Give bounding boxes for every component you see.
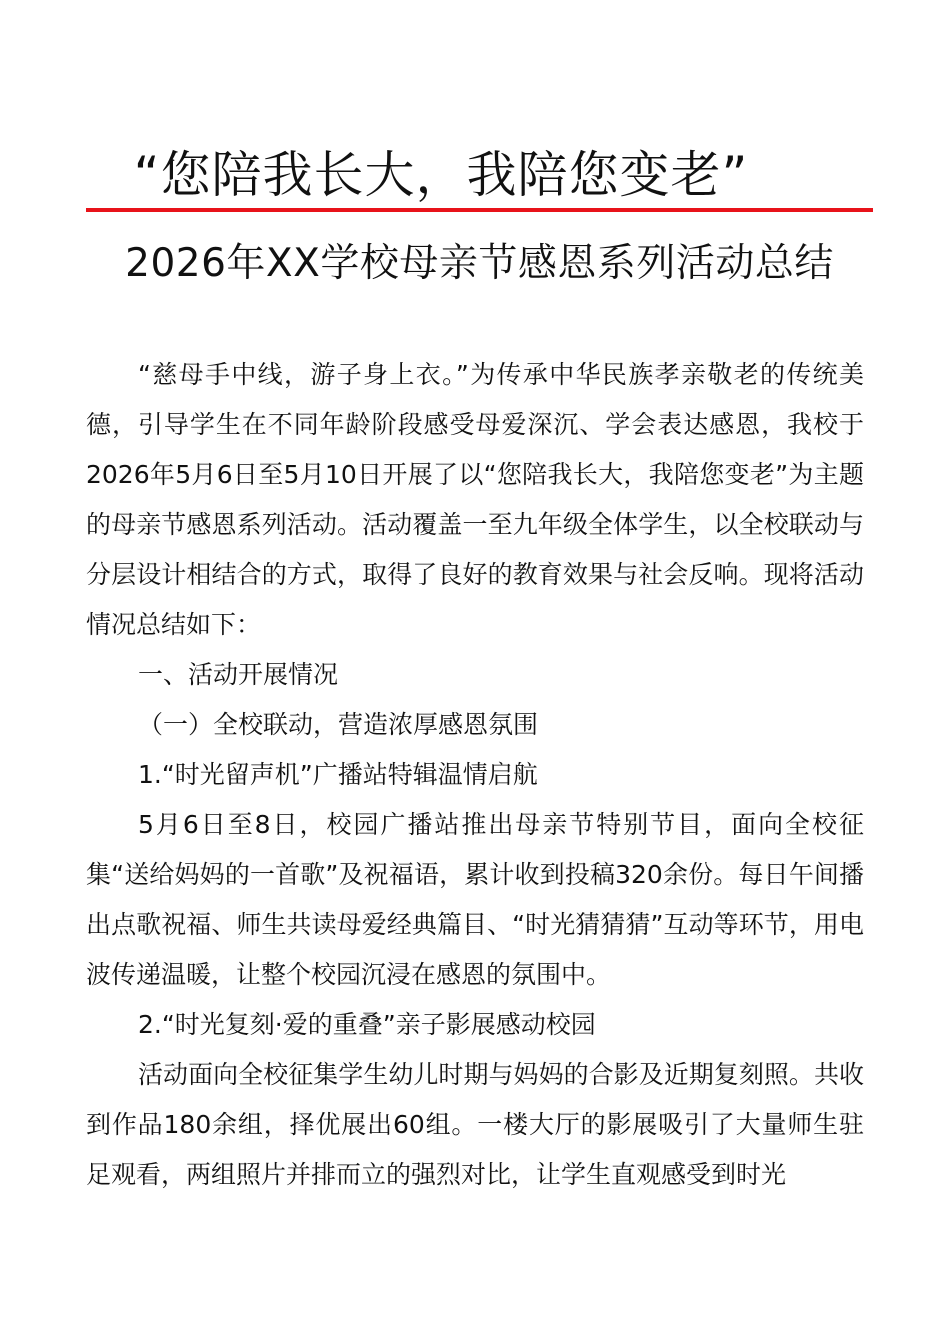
section-heading-1: 一、活动开展情况 xyxy=(138,660,339,689)
item-heading-2: 2.“时光复刻·爱的重叠”亲子影展感动校园 xyxy=(138,1010,596,1039)
intro-paragraph: “慈母手中线，游子身上衣。”为传承中华民族孝亲敬老的传统美德，引导学生在不同年龄阶段感受母爱深沉、学会表达感恩，我校于2026年5月6日至5月10日开展了以“您陪我长大，我陪您变老”为主题的母亲节感恩系列活动。活动覆盖一至九年级全体学生，以全校联动与分层设计相结合的方式，取得了良好的教育效果与社会反响。现将活动情况总结如下： xyxy=(86,360,864,639)
item-paragraph-1: 5月6日至8日，校园广播站推出母亲节特别节目，面向全校征集“送给妈妈的一首歌”及祝福语，累计收到投稿320余份。每日午间播出点歌祝福、师生共读母爱经典篇目、“时光猜猜猜”互动等环节，用电波传递温暖，让整个校园沉浸在感恩的氛围中。 xyxy=(86,810,864,989)
item-heading-1: 1.“时光留声机”广播站特辑温情启航 xyxy=(138,760,538,789)
title-divider xyxy=(86,208,873,212)
document-body xyxy=(86,350,864,1200)
document-subtitle: 2026年XX学校母亲节感恩系列活动总结 xyxy=(125,241,834,286)
subsection-heading-1: （一）全校联动，营造浓厚感恩氛围 xyxy=(138,710,539,739)
document-title: “您陪我长大，我陪您变老” xyxy=(133,146,749,204)
item-paragraph-2: 活动面向全校征集学生幼儿时期与妈妈的合影及近期复刻照。共收到作品180余组，择优展出60组。一楼大厅的影展吸引了大量师生驻足观看，两组照片并排而立的强烈对比，让学生直观感受到时光 xyxy=(86,1060,864,1189)
